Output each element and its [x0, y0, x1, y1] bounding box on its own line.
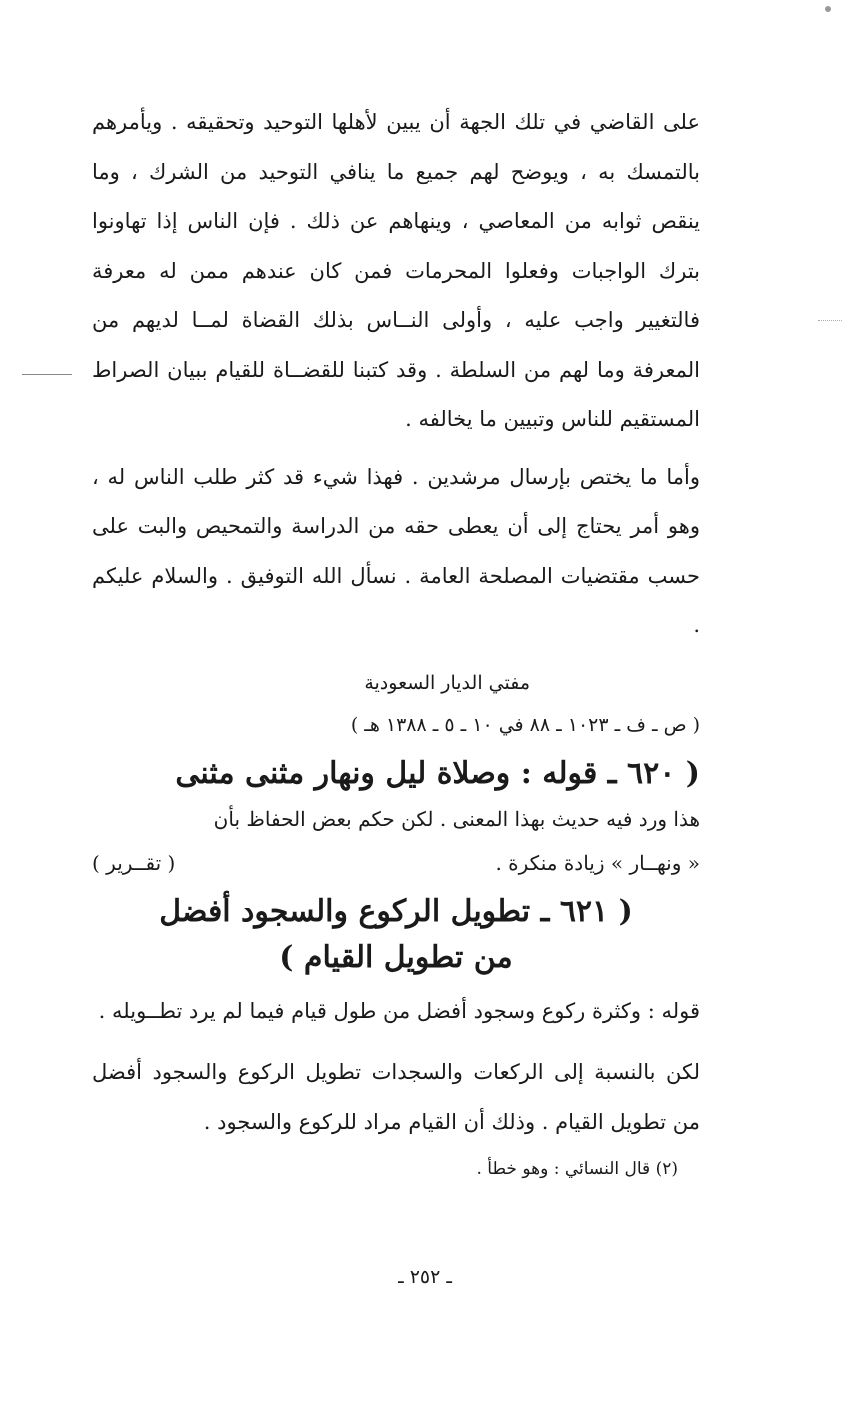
- margin-dots: [818, 320, 842, 321]
- section-620-line-1: هذا ورد فيه حديث بهذا المعنى . لكن حكم بعض الحفاظ بأن: [213, 806, 700, 831]
- footnote: (٢) قال النسائي : وهو خطأ .: [476, 1159, 678, 1179]
- paragraph-1: على القاضي في تلك الجهة أن يبين لأهلها التوحيد وتحقيقه . ويأمرهم بالتمسك به ، ويوضح لهم جميع ما ينافي التوحيد من الشرك ، وما ينقص ثوابه من المعاصي ، وينهاهم عن ذلك . فإن الناس إذا تهاونوا بترك الواجبات وفعلوا المحرمات فمن كان عندهم ممن له معرفة فالتغيير واجب عليه ، وأولى النــاس بذلك القضاة لمــا لديهم من المعرفة وما لهم من السلطة . وقد كتبنا للقضــاة للقيام ببيان الصراط المستقيم للناس وتبيين ما يخالفه .: [92, 110, 700, 431]
- section-620-line-2-row: [92, 841, 700, 885]
- page-number: ـ ٢٥٢ ـ: [398, 1266, 452, 1288]
- scan-dot: [825, 6, 831, 12]
- reference-number: ( ص ـ ف ـ ١٠٢٣ ـ ٨٨ في ١٠ ـ ٥ ـ ١٣٨٨ هـ ): [350, 713, 700, 736]
- section-621-paragraph-2: لكن بالنسبة إلى الركعات والسجدات تطويل الركوع والسجود أفضل من تطويل القيام . وذلك أن القيام مراد للركوع والسجود .: [92, 1060, 700, 1134]
- section-620-line-2: « ونهــار » زيادة منكرة .: [495, 850, 700, 875]
- section-621-paragraph-1: قوله : وكثرة ركوع وسجود أفضل من طول قيام فيما لم يرد تطــويله .: [98, 998, 700, 1023]
- page-content: [92, 98, 700, 1187]
- heading-621-line-1: ( ٦٢١ ـ تطويل الركوع والسجود أفضل: [159, 893, 633, 929]
- heading-620: ( ٦٢٠ ـ قوله : وصلاة ليل ونهار مثنى مثنى: [175, 755, 700, 791]
- signature: مفتي الديار السعودية: [364, 671, 530, 694]
- margin-mark: [22, 374, 72, 375]
- source-tag: ( تقــرير ): [92, 850, 176, 875]
- heading-621-line-2: من تطويل القيام ): [279, 939, 513, 975]
- paragraph-2: وأما ما يختص بإرسال مرشدين . فهذا شيء قد كثر طلب الناس له ، وهو أمر يحتاج إلى أن يعطى حقه من الدراسة والتمحيص والبت على حسب مقتضيات المصلحة العامة . نسأل الله التوفيق . والسلام عليكم .: [92, 464, 700, 637]
